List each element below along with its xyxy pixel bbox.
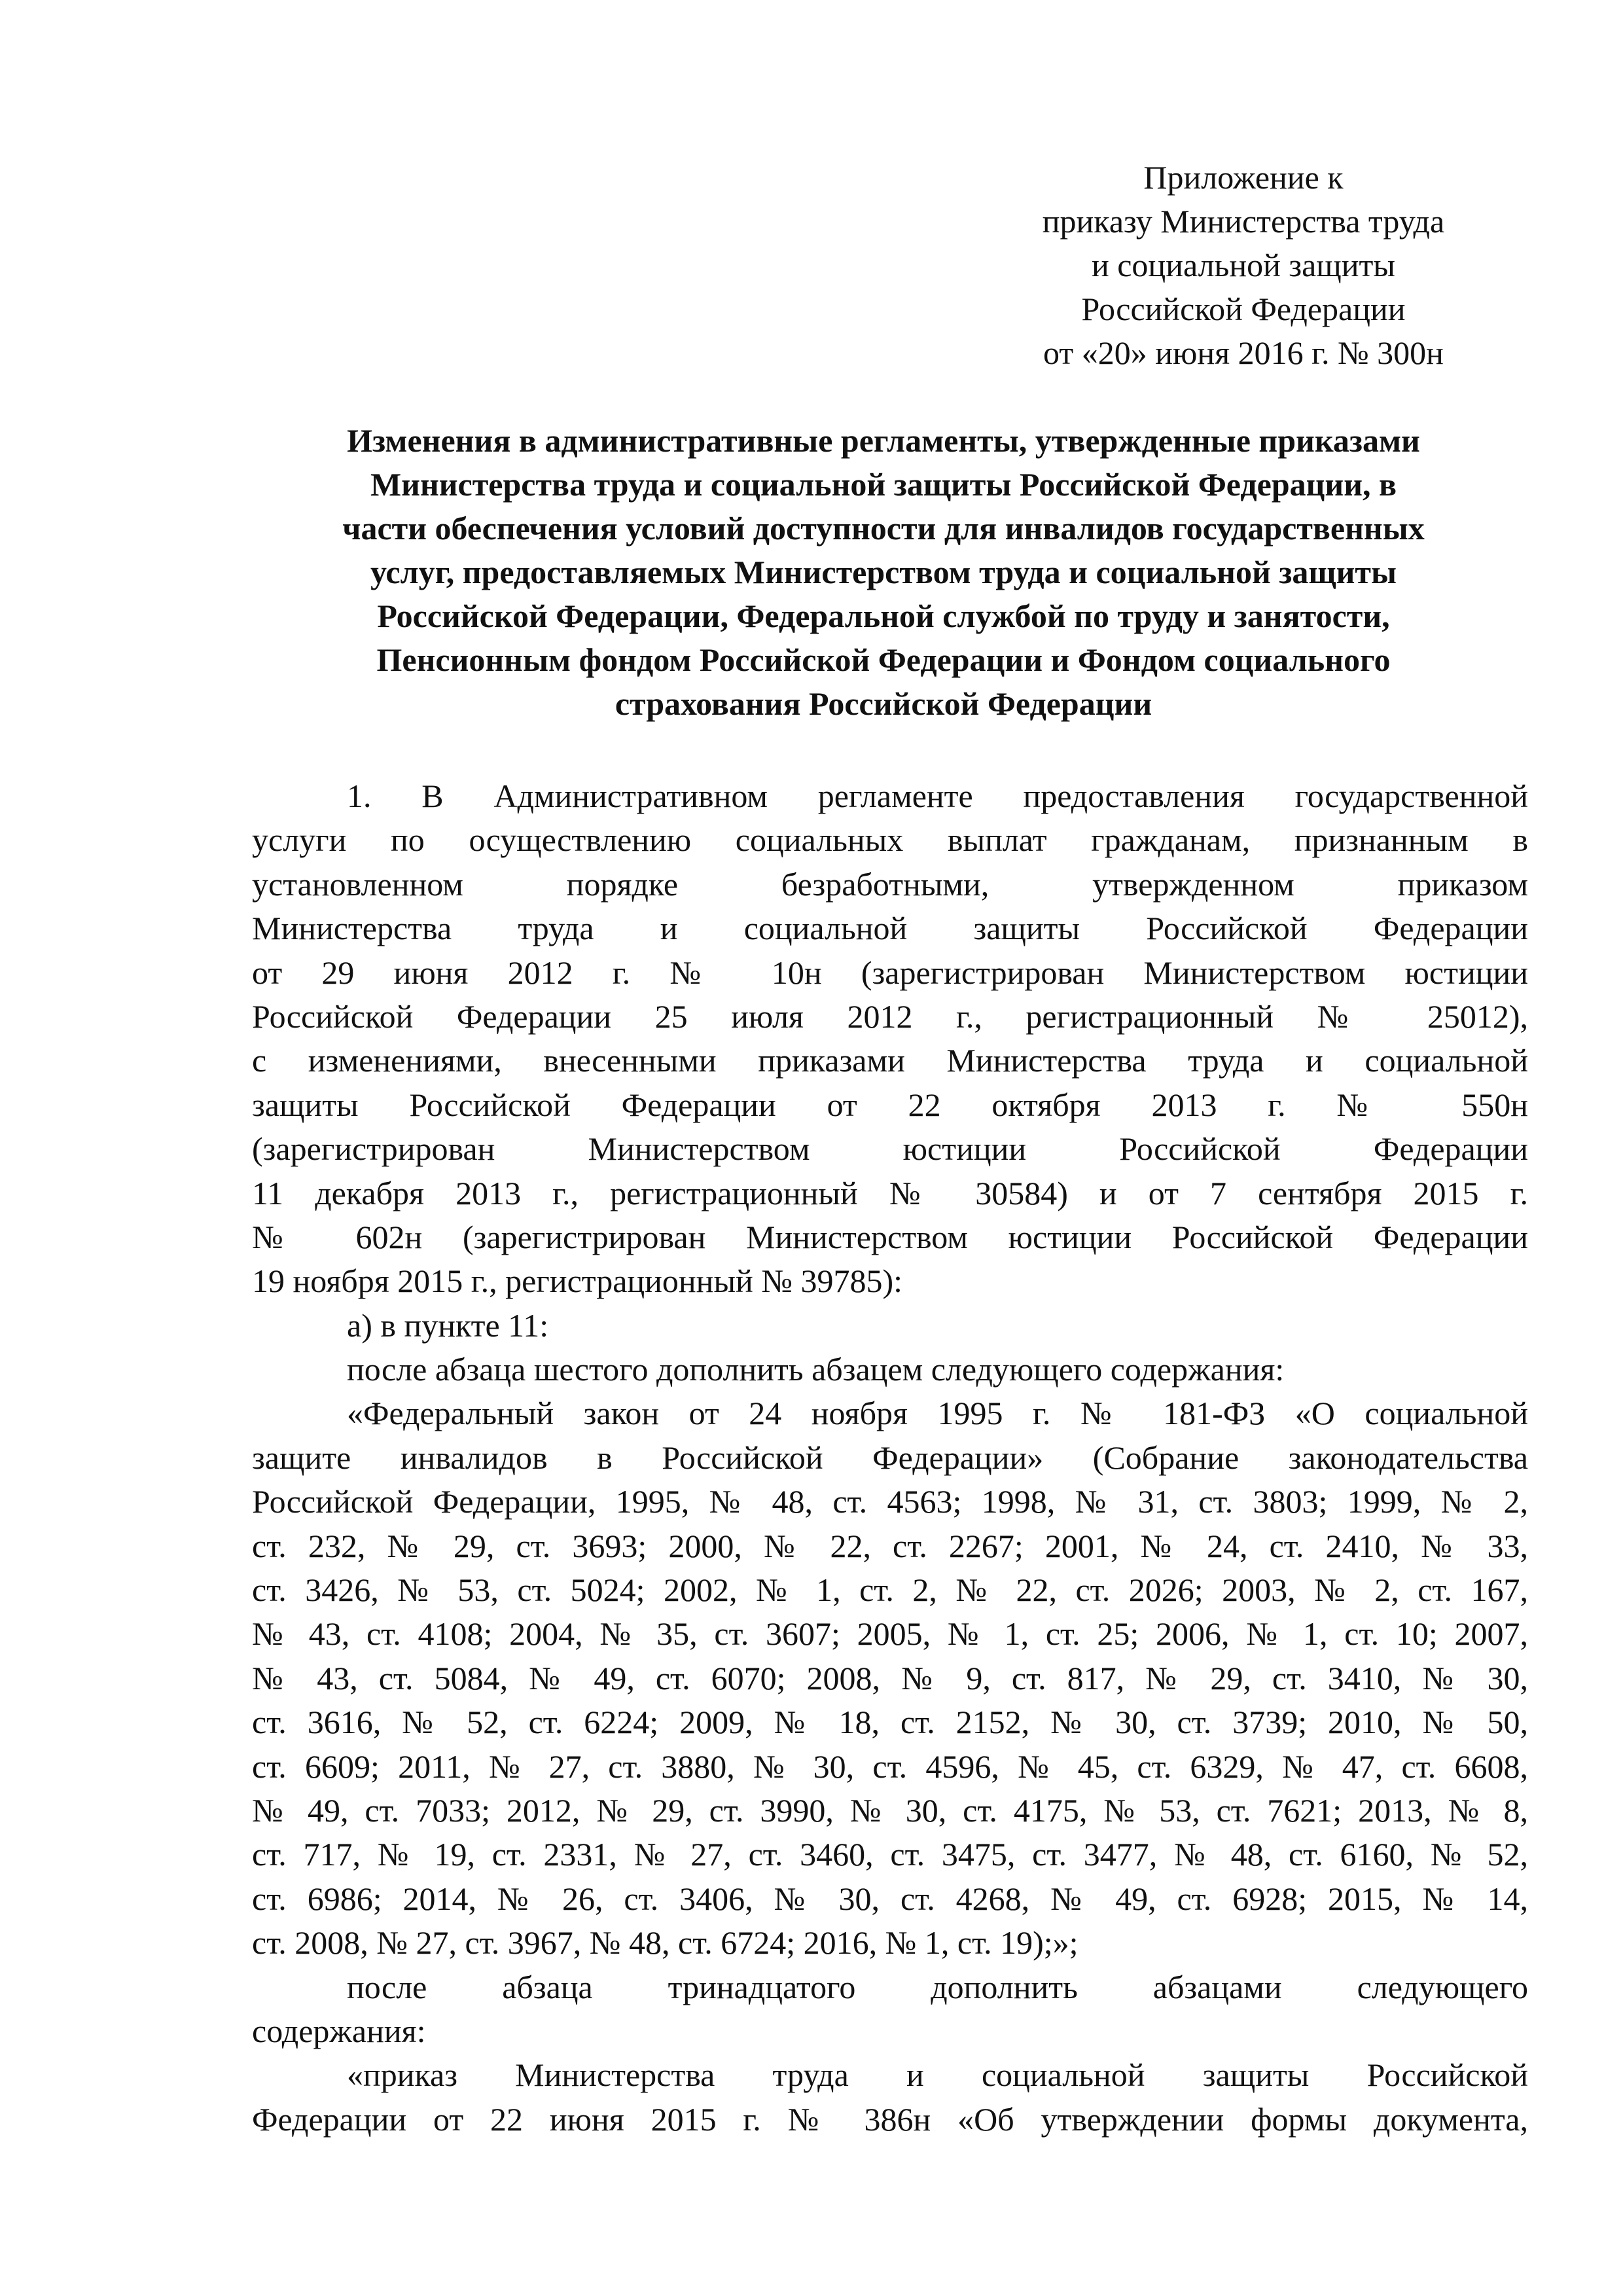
appendix-line: Приложение к <box>1143 159 1344 196</box>
title-line: Пенсионным фондом Российской Федерации и Фондом социального <box>376 641 1391 678</box>
appendix-line: и социальной защиты <box>1091 247 1395 283</box>
body-line: ст. 2008, № 27, ст. 3967, № 48, ст. 6724; 2016, № 1, ст. 19);»; <box>252 1924 1079 1962</box>
body-line: от 29 июня 2012 г. № 10н (зарегистрирован Министерством юстиции <box>252 954 1528 991</box>
body-line: 1. В Административном регламенте предоставления государственной <box>347 778 1528 814</box>
body-line: ст. 6609; 2011, № 27, ст. 3880, № 30, ст. 4596, № 45, ст. 6329, № 47, ст. 6608, <box>252 1748 1528 1785</box>
body-line: ст. 6986; 2014, № 26, ст. 3406, № 30, ст. 4268, № 49, ст. 6928; 2015, № 14, <box>252 1880 1528 1917</box>
body-line: а) в пункте 11: <box>347 1306 549 1344</box>
body-line: ст. 232, № 29, ст. 3693; 2000, № 22, ст. 2267; 2001, № 24, ст. 2410, № 33, <box>252 1527 1528 1564</box>
body-line: «приказ Министерства труда и социальной защиты Российской <box>347 2056 1528 2094</box>
body-line: Министерства труда и социальной защиты Российской Федерации <box>252 910 1528 947</box>
body-line: после абзаца тринадцатого дополнить абзацами следующего <box>347 1968 1528 2005</box>
title-line: услуг, предоставляемых Министерством труда и социальной защиты <box>370 554 1397 590</box>
body-line: содержания: <box>252 2012 426 2049</box>
title-line: Изменения в административные регламенты, утвержденные приказами <box>347 422 1420 459</box>
body-line: Российской Федерации, 1995, № 48, ст. 4563; 1998, № 31, ст. 3803; 1999, № 2, <box>252 1483 1528 1520</box>
body-line: Российской Федерации 25 июля 2012 г., регистрационный № 25012), <box>252 997 1528 1035</box>
body-line: № 43, ст. 5084, № 49, ст. 6070; 2008, № 9, ст. 817, № 29, ст. 3410, № 30, <box>252 1659 1528 1696</box>
body-line: № 49, ст. 7033; 2012, № 29, ст. 3990, № 30, ст. 4175, № 53, ст. 7621; 2013, № 8, <box>252 1791 1528 1829</box>
title-line: Российской Федерации, Федеральной службой по труду и занятости, <box>377 598 1390 634</box>
document-body <box>252 774 1528 2142</box>
appendix-line: приказу Министерства труда <box>1042 203 1445 240</box>
body-line: 11 декабря 2013 г., регистрационный № 30584) и от 7 сентября 2015 г. <box>252 1174 1528 1211</box>
document-title <box>236 419 1531 726</box>
body-line: ст. 3426, № 53, ст. 5024; 2002, № 1, ст. 2, № 22, ст. 2026; 2003, № 2, ст. 167, <box>252 1571 1528 1609</box>
body-line: Федерации от 22 июня 2015 г. № 386н «Об утверждении формы документа, <box>252 2100 1528 2138</box>
body-line: с изменениями, внесенными приказами Министерства труда и социальной <box>252 1042 1528 1079</box>
body-line: «Федеральный закон от 24 ноября 1995 г. № 181-ФЗ «О социальной <box>347 1395 1528 1432</box>
body-line: 19 ноября 2015 г., регистрационный № 39785): <box>252 1263 903 1300</box>
body-line: ст. 3616, № 52, ст. 6224; 2009, № 18, ст. 2152, № 30, ст. 3739; 2010, № 50, <box>252 1704 1528 1741</box>
body-line: установленном порядке безработными, утвержденном приказом <box>252 865 1528 903</box>
title-line: части обеспечения условий доступности для инвалидов государственных <box>342 510 1425 547</box>
appendix-line: Российской Федерации <box>1081 291 1406 327</box>
appendix-header <box>949 156 1538 375</box>
title-line: страхования Российской Федерации <box>615 685 1152 722</box>
body-line: № 602н (зарегистрирован Министерством юстиции Российской Федерации <box>252 1218 1528 1255</box>
body-line: защите инвалидов в Российской Федерации» (Собрание законодательства <box>252 1439 1528 1476</box>
body-line: № 43, ст. 4108; 2004, № 35, ст. 3607; 2005, № 1, ст. 25; 2006, № 1, ст. 10; 2007, <box>252 1615 1528 1653</box>
body-line: после абзаца шестого дополнить абзацем следующего содержания: <box>347 1351 1285 1388</box>
body-line: защиты Российской Федерации от 22 октября 2013 г. № 550н <box>252 1086 1528 1123</box>
body-line: услуги по осуществлению социальных выплат гражданам, признанным в <box>252 821 1528 859</box>
body-line: ст. 717, № 19, ст. 2331, № 27, ст. 3460, ст. 3475, ст. 3477, № 48, ст. 6160, № 52, <box>252 1836 1528 1873</box>
appendix-line: от «20» июня 2016 г. № 300н <box>1043 334 1444 371</box>
title-line: Министерства труда и социальной защиты Российской Федерации, в <box>370 466 1397 503</box>
body-line: (зарегистрирован Министерством юстиции Российской Федерации <box>252 1130 1528 1168</box>
